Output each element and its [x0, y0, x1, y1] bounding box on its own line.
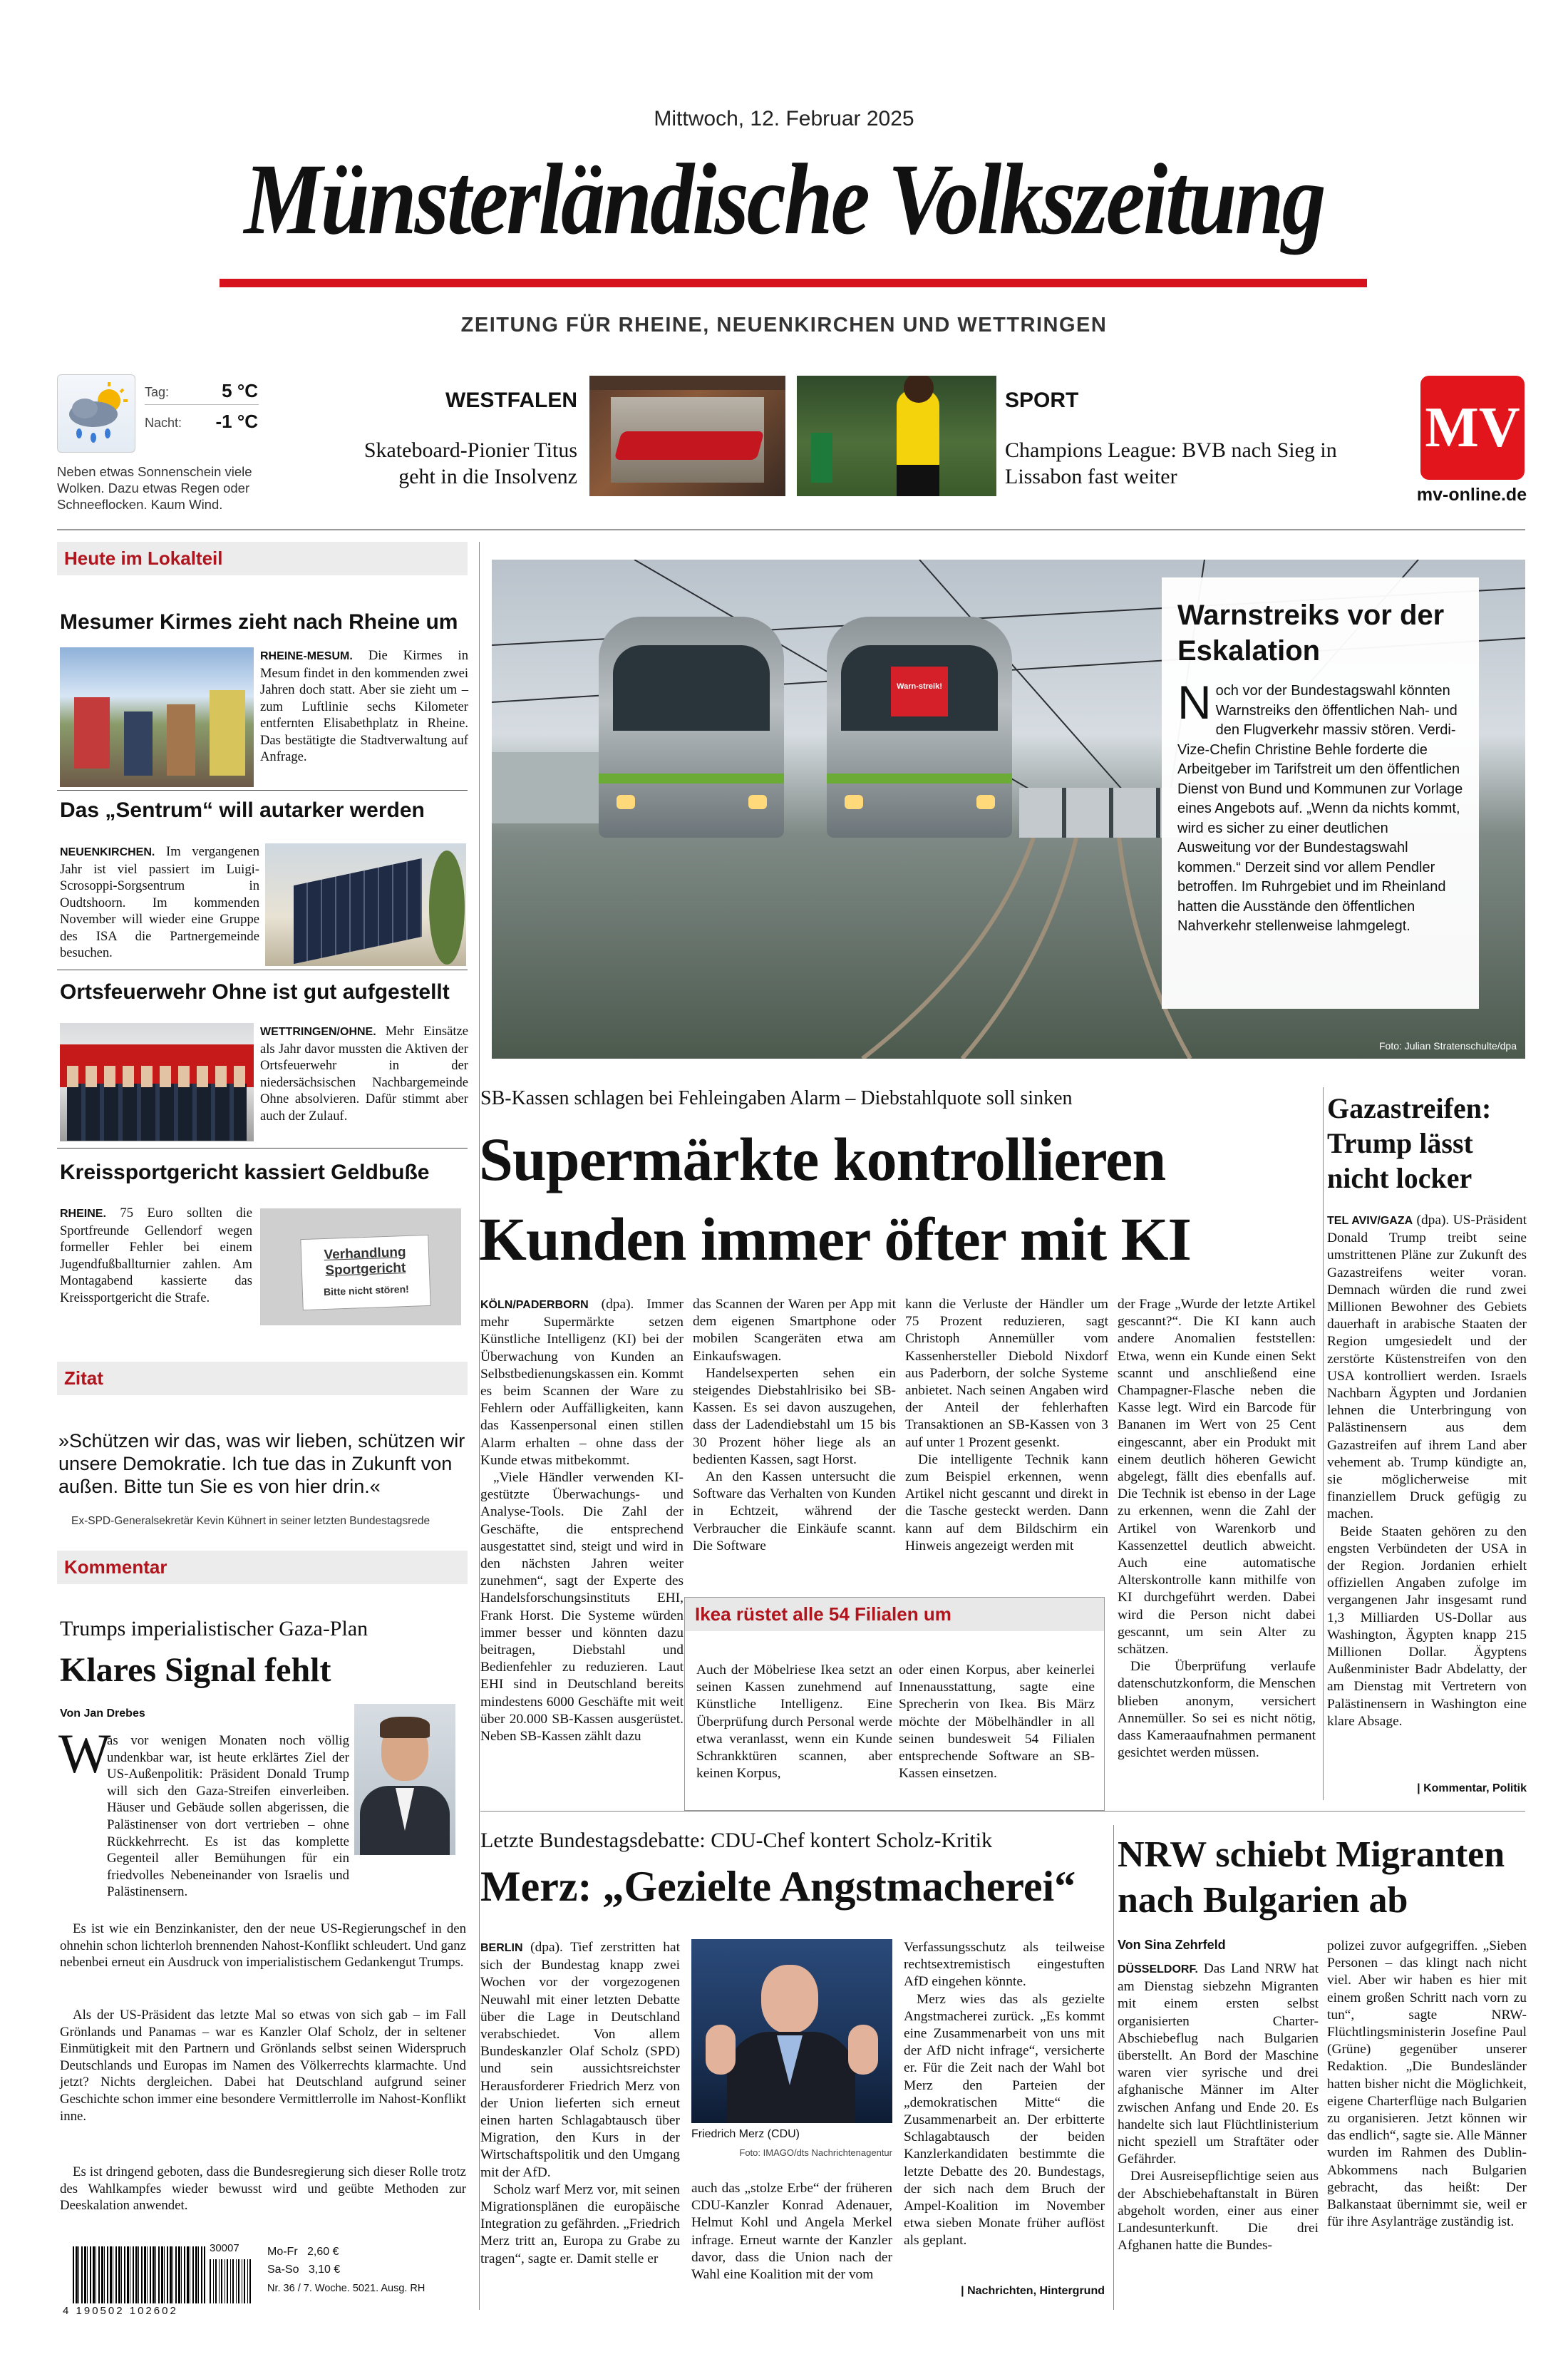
lead-photo: [492, 560, 1525, 1059]
kommentar-kicker: Trumps imperialistischer Gaza-Plan: [60, 1617, 368, 1640]
kommentar-dropcap: W: [58, 1722, 111, 1784]
lead-col-3: kann die Verluste der Händler um 75 Prozent reduzieren, sagt Christoph Annemüller vom Kassenhersteller Diebold Nixdorf aus Paderborn, der solche Systeme anbietet. Nach seinen Angaben wird der Anteil der fehlerhaften Transaktionen an SB-Kassen von 3 auf unter 1 Prozent gesenkt. Die intelligente Technik kann zum Beispiel erkennen, wenn Artikel nicht gescannt und direkt in die Tasche gesteckt werden. Dann kann auf dem Bildschirm ein Hinweis angezeigt werden mit: [905, 1297, 1108, 1553]
teaser-westfalen-kicker: WESTFALEN: [445, 389, 577, 412]
lokal-item-4-text: RHEINE. 75 Euro sollten die Sportfreunde Gellendorf wegen formeller Fehler bei einem Jugendfußballturnier zahlen. Am Montagabend kassierte das Kreissportgericht die Strafe.: [60, 1206, 252, 1305]
kommentar-p2: Es ist wie ein Benzinkanister, den der neue US-Regierungschef in den ohnehin schon lichterloh brennenden Nahost-Konflikt schleudert. Und ganz nebenbei erneut ein Ausdruck von imperialistischem Gedankengut Trumps.: [60, 1921, 466, 1970]
weather-icon: [58, 375, 135, 452]
lead-title[interactable]: Supermärkte kontrollieren Kunden immer öfter mit KI: [479, 1125, 1191, 1273]
ikea-box: [684, 1597, 1105, 1811]
zitat-source: Ex-SPD-Generalsekretär Kevin Kühnert in seiner letzten Bundestagsrede: [71, 1515, 430, 1527]
kommentar-author: Von Jan Drebes: [60, 1707, 145, 1720]
weather-day-label: Tag:: [145, 385, 170, 399]
mv-logo[interactable]: MV: [1420, 376, 1525, 480]
masthead-title: Münsterländische Volkszeitung: [244, 143, 1324, 256]
lokal-item-3-text: WETTRINGEN/OHNE. Mehr Einsätze als Jahr davor mussten die Aktiven der Ortsfeuerwehr in der niedersächsischen Nachbargemeinde Ohne absolvieren. Dafür stimmt aber auch der Zulauf.: [260, 1024, 468, 1124]
tram-sign: Warn-streik!: [891, 667, 948, 716]
teaser-sport-photo[interactable]: [797, 376, 996, 496]
nrw-col-1: DÜSSELDORF. Das Land NRW hat am Dienstag siebzehn Migranten mit einem ersten selbst organisierten Charter-Abschiebeflug nach Bulgarien überstellt. An Bord der Maschine waren vier syrische und drei afghanische Männer im Alter zwischen Anfang und Ende 20. Es handelte sich laut Flüchtlinisterium nicht speziell um Straftäter oder Gefährder. Drei Ausreisepflichtige seien aus der Abschiebehaftanstalt in Büren abgeholt worden, einer aus einer Landesunterkunft. Die drei Afghanen hatte die Bundes-: [1118, 1961, 1319, 2254]
kommentar-author-photo: [354, 1704, 455, 1855]
price-weekday: Mo-Fr 2,60 €: [267, 2246, 339, 2258]
merz-photo-credit: Foto: IMAGO/dts Nachrichtenagentur: [739, 2147, 892, 2158]
tagline: ZEITUNG FÜR RHEINE, NEUENKIRCHEN UND WETTRINGEN: [460, 314, 1108, 336]
lead-col-1: KÖLN/PADERBORN (dpa). Immer mehr Supermärkte setzen Künstliche Intelligenz (KI) bei der Überwachung von Kunden an Selbstbedienungskassen ein. Kommt es beim Scannen der Ware zu Fehlern oder Auffälligkeiten, kann das Kassenpersonal einen stillen Alarm erhalten – ohne dass der Kunde etwas mitbekommt. „Viele Händler verwenden KI-gestützte Überwachungs- und Analyse-Tools. Die Zahl der Geschäfte, die entsprechend ausgestattet sind, steigt und wird in den nächsten Jahren weiter zunehmen“, sagt der Experte des Handelsforschungsinstituts EHI, Frank Horst. Die Systeme würden immer besser und könnten dazu beitragen, Diebstahl und Bedienfehler zu reduzieren. Laut EHI sind in Deutschland bereits mindestens 6000 Geschäfte mit weit über 20.000 SB-Kassen ausgerüstet. Neben SB-Kassen zählt dazu: [480, 1297, 684, 1745]
ikea-box-text-2: oder einen Korpus, aber keinerlei Innenausstattung, sagte eine Sprecherin von Ikea. Bis März möchte der Möbelhändler in all seinen bundesweit 54 Filialen entsprechende Software an SB-Kassen einsetzen.: [899, 1663, 1095, 1782]
lokal-item-3-photo: [60, 1023, 254, 1141]
weather-day-value: 5 °C: [222, 380, 258, 401]
lokal-heading: Heute im Lokalteil: [57, 542, 468, 575]
lead-kicker: SB-Kassen schlagen bei Fehleingaben Alarm – Diebstahlquote soll sinken: [480, 1087, 1073, 1109]
kommentar-title[interactable]: Klares Signal fehlt: [60, 1651, 331, 1689]
barcode: 30007 4 190502 102602: [63, 2242, 255, 2321]
kommentar-heading: Kommentar: [57, 1551, 468, 1584]
lokal-item-1-title[interactable]: Mesumer Kirmes zieht nach Rheine um: [60, 610, 458, 634]
teaser-westfalen-text[interactable]: Skateboard-Pionier Titus geht in die Insolvenz: [363, 438, 577, 488]
merz-photo: [691, 1939, 892, 2123]
mv-url[interactable]: mv-online.de: [1416, 485, 1527, 505]
weather-night-label: Nacht:: [145, 416, 182, 430]
lokal-item-4-title[interactable]: Kreissportgericht kassiert Geldbuße: [60, 1161, 430, 1184]
kommentar-p1: as vor wenigen Monaten noch völlig undenkbar war, ist heute erklärtes Ziel der US-Außenpolitik: Präsident Donald Trump will sich den Gaza-Streifen einverleiben. Häuser und Gebäude sollen abgerissen, die Palästinenser von dort vertrieben – ohne Rückkehrrecht. Es ist das komplette Gegenteil aller Bemühungen für ein friedvolles Nebeneinander von Israelis und Palästinensern.: [107, 1733, 349, 1900]
merz-col-2: auch das „stolze Erbe“ der früheren CDU-Kanzler Konrad Adenauer, Helmut Kohl und Angela Merkel infrage. Erneut warnte der Kanzler davor, dass die Union nach der Wahl eine Koalition mit der vom: [691, 2181, 892, 2283]
lokal-item-4-photo: Verhandlung Sportgericht Bitte nicht stören!: [260, 1208, 461, 1325]
merz-col-1: BERLIN (dpa). Tief zerstritten hat sich der Bundestag knapp zwei Wochen vor der vorgezogenen Neuwahl mit einer letzten Debatte über die Lage in Deutschland verabschiedet. Von allem Bundeskanzler Olaf Scholz (SPD) und sein aussichtsreichster Herausforderer Friedrich Merz von der Union lieferten sich erneut einen harten Schlagabtausch über Migration, den Kurs in der Wirtschaftspolitik und den Umgang mit der AfD. Scholz warf Merz vor, mit seinen Migrationsplänen die europäische Integration zu gefährden. „Friedrich Merz tritt an, Europa zu Grabe zu tragen“, sagte er. Damit stelle er: [480, 1940, 680, 2266]
nrw-col-2: polizei zuvor aufgegriffen. „Sieben Personen – das klingt nach nicht viel. Aber wir haben es hier mit einem großen Schritt nach vorn zu tun“, sagte NRW-Flüchtlingsministerin Josefine Paul (Grüne) gegenüber unserer Redaktion. „Die Bundesländer hatten bisher nicht die Möglichkeit, eigene Charterflüge nach Bulgarien zu organisieren. Jetzt können wir das endlich“, sagte sie. Alle Männer wurden im Rahmen des Dublin-Abkommens nach Bulgarien gebracht, das heißt: Der Balkanstaat übernimmt sie, weil er für ihre Asylanträge zuständig ist.: [1327, 1938, 1527, 2230]
lokal-item-2-text: NEUENKIRCHEN. Im vergangenen Jahr ist viel passiert im Luigi-Scrosoppi-Sorgsentrum in Oudtshoorn. Im kommenden November will wieder eine Gruppe des ISA die Partnergemeinde besuchen.: [60, 844, 259, 960]
merz-photo-caption: Friedrich Merz (CDU): [691, 2128, 800, 2140]
lead-photo-credit: Foto: Julian Stratenschulte/dpa: [1378, 1040, 1517, 1052]
lead-photo-title[interactable]: Warnstreiks vor der Eskalation: [1177, 600, 1445, 667]
price-weekend: Sa-So 3,10 €: [267, 2264, 341, 2276]
teaser-sport-kicker: SPORT: [1005, 389, 1079, 412]
teaser-sport-text[interactable]: Champions League: BVB nach Sieg in Lissabon fast weiter: [1005, 438, 1337, 488]
lokal-item-3-title[interactable]: Ortsfeuerwehr Ohne ist gut aufgestellt: [60, 980, 450, 1004]
weather-text: Neben etwas Sonnenschein viele Wolken. Dazu etwas Regen oder Schneeflocken. Kaum Wind.: [57, 464, 252, 512]
weather-night-value: -1 °C: [215, 411, 258, 432]
lokal-item-1-photo: [60, 647, 254, 787]
lokal-item-1-text: RHEINE-MESUM. Die Kirmes in Mesum findet in den kommenden zwei Jahren doch statt. Aber sie zieht um – zum Luftlinie sechs Kilometer entfernten Elisabethplatz in Rheine. Das bestätigte die Stadtverwaltung auf Anfrage.: [260, 648, 468, 764]
zitat-heading: Zitat: [57, 1362, 468, 1395]
ikea-box-text-1: Auch der Möbelriese Ikea setzt an seinen Kassen zunehmend auf Künstliche Intelligenz. Eine Überprüfung durch Personal werde etwa veranlasst, wenn ein Kunde Schrankktüren scannen, aber keinen Korpus,: [696, 1663, 892, 1782]
zitat-quote: »Schützen wir das, was wir lieben, schützen wir unsere Demokratie. Ich tue das in Zukunft von außen. Bitte tun Sie es von hier drin.«: [58, 1430, 465, 1497]
gaza-title[interactable]: Gazastreifen: Trump lässt nicht locker: [1327, 1092, 1492, 1194]
masthead-rule: [220, 279, 1367, 287]
nrw-author: Von Sina Zehrfeld: [1118, 1938, 1226, 1952]
nrw-title[interactable]: NRW schiebt Migranten nach Bulgarien ab: [1118, 1834, 1505, 1921]
weather-box: [57, 374, 135, 453]
merz-credit: | Nachrichten, Hintergrund: [961, 2285, 1105, 2297]
kommentar-p4: Es ist dringend geboten, dass die Bundesregierung sich dieser Rolle trotz des Wahlkampfes wieder bewusst wird und geübte Methoden zur Deeskalation anwendet.: [60, 2164, 466, 2214]
lokal-item-2-title[interactable]: Das „Sentrum“ will autarker werden: [60, 798, 425, 822]
lokal-item-2-photo: [265, 843, 466, 966]
kommentar-p3: Als der US-Präsident das letzte Mal so etwas von sich gab – im Fall Grönlands und Panamas – war es Kanzler Olaf Scholz, der in seltener Einmütigkeit mit den Partnern und Grönlands selbst seinen Widerspruch Deutschlands und Europas im Namen des Völkerrechts klarmachte. Und jetzt? Nichts dergleichen. Dabei hat Deutschland aufgrund seiner Geschichte schon immer eine besondere Vermittlerrolle im Nahost-Konflikt inne.: [60, 2008, 466, 2124]
lead-photo-dropcap: N: [1177, 676, 1212, 729]
lead-col-2: das Scannen der Waren per App mit dem eigenen Smartphone oder mobilen Scangeräten etwa am Einkaufswagen. Handelsexperten sehen ein steigendes Diebstahlrisiko bei SB-Kassen. Es sei davon auszugehen, dass der Ladendiebstahl um 15 bis 30 Prozent höher liege als an bedienten Kassen, sagt Horst. An den Kassen untersucht die Software das Verhalten von Kunden in Echtzeit, während der Verbraucher die Einkäufe scannt. Die Software: [693, 1297, 896, 1553]
lead-photo-textbox: [1162, 577, 1479, 1009]
gaza-credit: | Kommentar, Politik: [1417, 1782, 1527, 1794]
teaser-westfalen-photo[interactable]: [589, 376, 785, 496]
merz-col-3: Verfassungsschutz als teilweise rechtsextremistisch eingestuften AfD eingehen könnte. Merz wies das als gezielte Angstmacherei zurück. „Es kommt eine Zusammenarbeit von uns mit der AfD nicht infrage“, versicherte er. Für die Zeit nach der Wahl bot Merz den Parteien der „demokratischen Mitte“ die Zusammenarbeit an. Der erbitterte Schlagabtausch der beiden Kanzlerkandidaten bestimmte die letzte Debatte des 20. Bundestags, der sich nach dem Bruch der Ampel-Koalition im November etwa sieben Monate früher auflöst als geplant.: [904, 1940, 1105, 2249]
lead-col-4: der Frage „Wurde der letzte Artikel gescannt?“. Die KI kann auch andere Anomalien feststellen: Etwa, wenn ein Kunde einen Sekt scannt und anschließend eine Champagner-Flasche neben die Kasse legt. Wird ein Barcode für Bananen im Wert von 25 Cent eingescannt, aber ein Produkt mit einem deutlich höheren Gewicht abgelegt, fällt dies ebenfalls auf. Die Technik ist ebenso in der Lage zu erkennen, wenn die Zahl der Artikel von Warenkorb und Kassenzettel deutlich abweicht. Auch eine automatische Alterskontrolle kann mithilfe von KI durchgeführt werden. Dabei wird die Person nicht dabei gescannt, um sein Alter zu schätzen. Die Überprüfung verlaufe datenschutzkonform, die Menschen blieben anonym, versichert Annemüller. So sei es nicht nötig, dass Kameraaufnahmen permanent gesichtet werden müssen.: [1118, 1297, 1316, 1761]
issue-number: Nr. 36 / 7. Woche. 5021. Ausg. RH: [267, 2283, 425, 2294]
merz-title[interactable]: Merz: „Gezielte Angstmacherei“: [480, 1863, 1076, 1910]
issue-date: Mittwoch, 12. Februar 2025: [654, 107, 914, 130]
lead-photo-text: och vor der Bundestagswahl könnten Warnstreiks den öffentlichen Nah- und den Flugverkehr massiv stören. Verdi-Vize-Chefin Christine Behle forderte die Arbeitgeber im Tarifstreit um den öffentlichen Dienst von Bund und Kommunen zur Vorlage eines Angebots auf. „Wenn da nichts kommt, wird es sicher zu einer deutlichen Ausweitung vor der Bundestagswahl kommen.“ Derzeit sind vor allem Pendler betroffen. Im Ruhrgebiet und im Rheinland hatten die Ausstände den öffentlichen Nahverkehr stellenweise lahmgelegt.: [1177, 683, 1463, 934]
ikea-box-title[interactable]: Ikea rüstet alle 54 Filialen um: [685, 1598, 1104, 1631]
gaza-text: TEL AVIV/GAZA (dpa). US-Präsident Donald Trump treibt seine umstrittenen Pläne zur Zukunft des Gazastreifens weiter voran. Demnach würden die rund zwei Millionen Bewohner des Gebiets dauerhaft in arabische Staaten der Region umgesiedelt und der zerstörte Küstenstreifen von den USA kontrolliert werden. Israels Nachbarn Ägypten und Jordanien lehnen die Unterbringung von Palästinensern aus dem Gazastreifen auf ihrem Land aber vehement ab. Trump kündigte an, sie möglicherweise mit finanziellem Druck gefügig zu machen. Beide Staaten gehören zu den engsten Verbündeten der USA in der Region. Jordanien erhielt offiziellen Angaben zufolge im vergangenen Jahr insgesamt rund 1,3 Milliarden US-Dollar aus Washington, Ägypten knapp 215 Millionen Dollar. Ägyptens Außenminister Badr Abdelatty, der am Dienstag mit Vertretern von Palästinensern in Washington eine klare Absage.: [1327, 1213, 1527, 1729]
merz-kicker: Letzte Bundestagsdebatte: CDU-Chef kontert Scholz-Kritik: [480, 1829, 993, 1852]
